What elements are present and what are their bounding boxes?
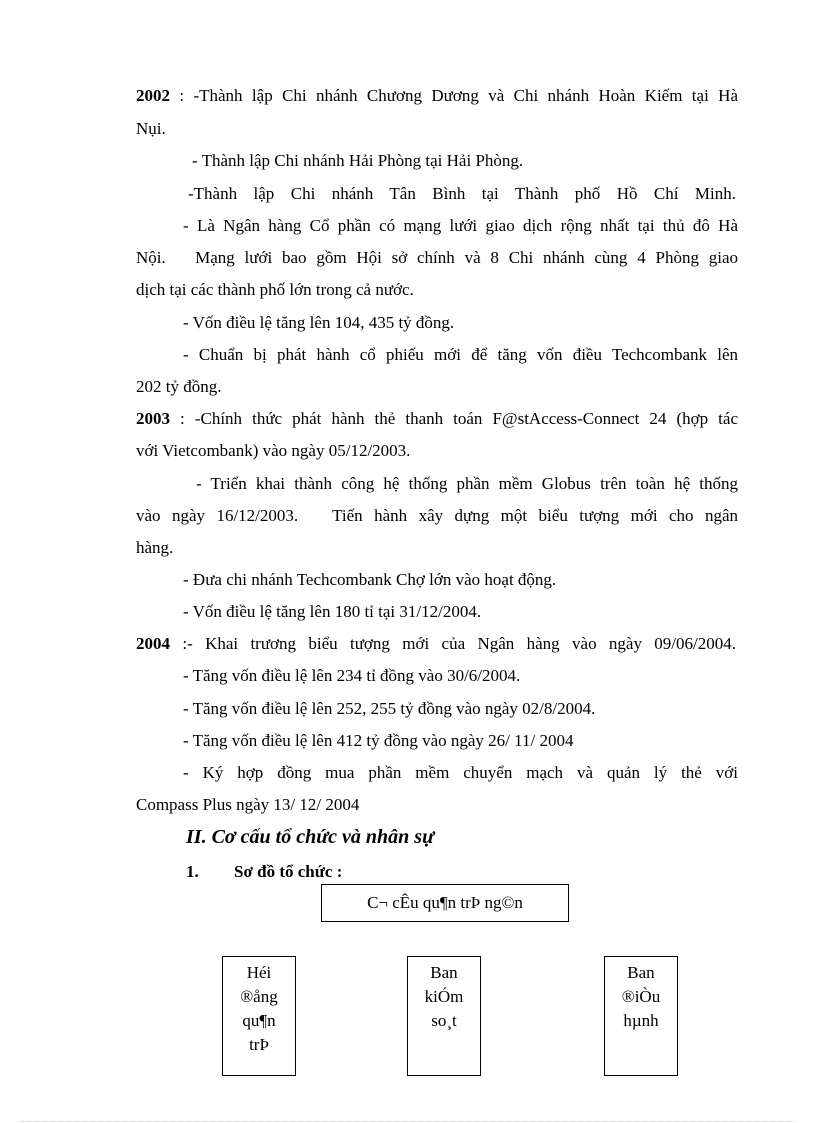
year-2004: 2004 bbox=[136, 634, 170, 653]
para-2002-line-5: - Là Ngân hàng Cổ phần có mạng lưới giao dịch rộng nhất tại thủ đô Hà bbox=[183, 216, 738, 235]
para-2002-line-4: -Thành lập Chi nhánh Tân Bình tại Thành phố Hồ Chí Minh. bbox=[188, 184, 736, 203]
org-box-top: C¬ cÊu qu¶n trÞ ng©n bbox=[321, 884, 569, 922]
para-2004-line-5: - Ký hợp đồng mua phần mềm chuyển mạch và quản lý thẻ với bbox=[183, 763, 738, 782]
para-2002-line-1: 2002 : -Thành lập Chi nhánh Chương Dương và Chi nhánh Hoàn Kiếm tại Hà bbox=[136, 86, 738, 105]
para-2003-line-5: hàng. bbox=[136, 538, 174, 557]
org-box-management: Ban ®iÒu hµnh bbox=[604, 956, 678, 1076]
para-2002-line-10: 202 tỷ đồng. bbox=[136, 377, 222, 396]
para-2004-line-6: Compass Plus ngày 13/ 12/ 2004 bbox=[136, 795, 360, 814]
subsection-title: Sơ đồ tổ chức : bbox=[234, 862, 343, 881]
para-2004-line-2: - Tăng vốn điều lệ lên 234 tỉ đồng vào 30/6/2004. bbox=[183, 666, 521, 685]
para-2003-line-3: - Triển khai thành công hệ thống phần mềm Globus trên toàn hệ thống bbox=[196, 474, 738, 493]
para-2004-line-3: - Tăng vốn điều lệ lên 252, 255 tỷ đồng vào ngày 02/8/2004. bbox=[183, 699, 596, 718]
para-2002-line-9: - Chuẩn bị phát hành cổ phiếu mới để tăng vốn điều Techcombank lên bbox=[183, 345, 738, 364]
year-2003: 2003 bbox=[136, 409, 170, 428]
org-box-board: Héi ®ång qu¶n trÞ bbox=[222, 956, 296, 1076]
subsection-number: 1. bbox=[186, 862, 199, 881]
para-2002-line-2: Nụi. bbox=[136, 119, 166, 138]
year-2002: 2002 bbox=[136, 86, 170, 105]
para-2002-line-8: - Vốn điều lệ tăng lên 104, 435 tỷ đồng. bbox=[183, 313, 455, 332]
para-2002-line-7: dịch tại các thành phố lớn trong cả nước. bbox=[136, 280, 414, 299]
para-2003-line-4: vào ngày 16/12/2003. Tiến hành xây dựng một biểu tượng mới cho ngân bbox=[136, 506, 738, 525]
para-2004-line-1: 2004 :- Khai trương biểu tượng mới của Ngân hàng vào ngày 09/06/2004. bbox=[136, 634, 736, 653]
para-2003-line-2: với Vietcombank) vào ngày 05/12/2003. bbox=[136, 441, 411, 460]
org-box-control: Ban kiÓm so¸t bbox=[407, 956, 481, 1076]
para-2002-line-6: Nội. Mạng lưới bao gồm Hội sở chính và 8 Chi nhánh cùng 4 Phòng giao bbox=[136, 248, 738, 267]
para-2003-line-6: - Đưa chi nhánh Techcombank Chợ lớn vào hoạt động. bbox=[183, 570, 557, 589]
para-2004-line-4: - Tăng vốn điều lệ lên 412 tỷ đồng vào ngày 26/ 11/ 2004 bbox=[183, 731, 574, 750]
subsection-heading bbox=[186, 862, 342, 882]
para-2003-line-1: 2003 : -Chính thức phát hành thẻ thanh toán F@stAccess-Connect 24 (hợp tác bbox=[136, 409, 738, 428]
page-bottom-rule bbox=[20, 1121, 796, 1122]
section-heading: II. Cơ cấu tổ chức và nhân sự bbox=[186, 826, 435, 848]
para-2003-line-7: - Vốn điều lệ tăng lên 180 tỉ tại 31/12/2004. bbox=[183, 602, 482, 621]
para-2002-line-3: - Thành lập Chi nhánh Hải Phòng tại Hải Phòng. bbox=[192, 151, 524, 170]
